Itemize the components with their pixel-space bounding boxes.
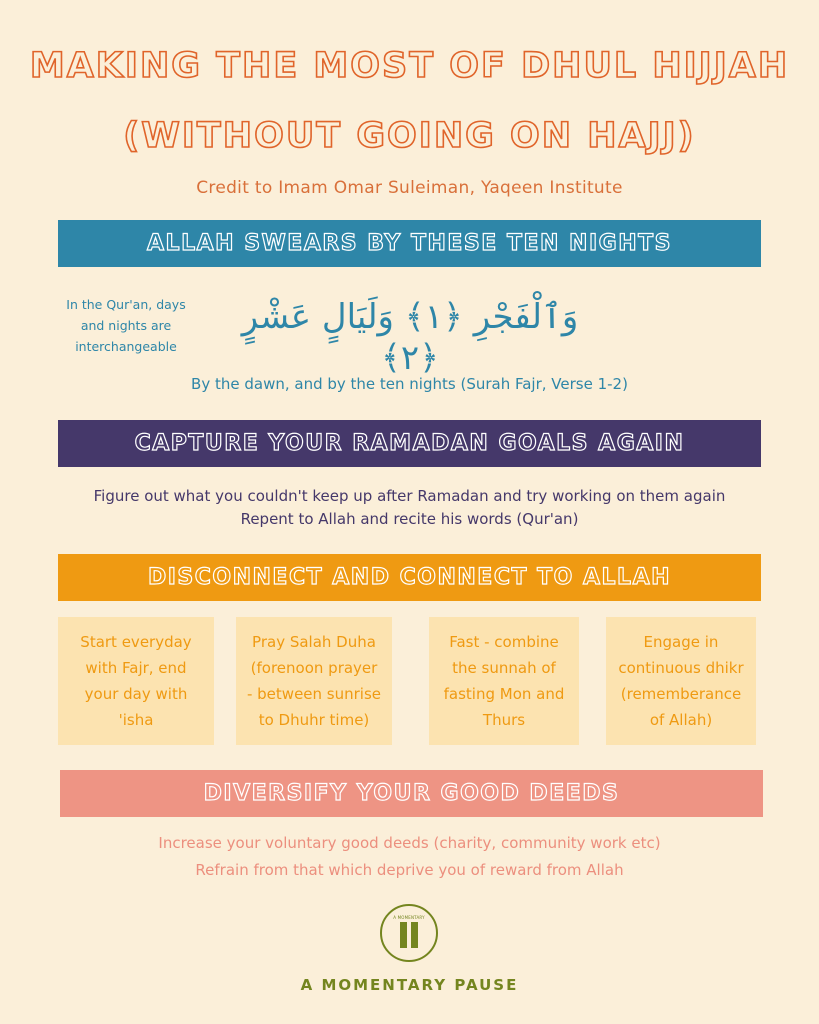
verse-translation: By the dawn, and by the ten nights (Surah Fajr, Verse 1-2) — [191, 375, 628, 393]
section-banner-label: DIVERSIFY YOUR GOOD DEEDS — [203, 781, 620, 806]
good-deeds-text — [0, 830, 819, 884]
section-banner-ramadan-goals — [58, 420, 761, 467]
side-note-line: In the Qur'an, days — [66, 297, 186, 312]
tip-card-fajr — [58, 617, 214, 745]
deed-line: Refrain from that which deprive you of reward from Allah — [195, 861, 624, 879]
pause-bar-right — [411, 922, 418, 948]
page-subtitle: (WITHOUT GOING ON HAJJ) — [123, 116, 696, 156]
side-note-line: interchangeable — [75, 339, 177, 354]
pause-logo-icon — [380, 904, 438, 962]
tip-card-dhikr — [606, 617, 756, 745]
page-title: MAKING THE MOST OF DHUL HIJJAH — [29, 46, 790, 86]
deed-line: Increase your voluntary good deeds (charity, community work etc) — [158, 834, 661, 852]
tip-card-fast — [429, 617, 579, 745]
goal-line: Figure out what you couldn't keep up after Ramadan and try working on them again — [93, 487, 726, 505]
section-banner-connect — [58, 554, 761, 601]
arabic-verse: وَٱلْفَجْرِ ﴿١﴾ وَلَيَالٍ عَشْرٍ ﴿٢﴾ — [241, 297, 579, 378]
ramadan-goals-text — [0, 485, 819, 531]
brand-name: A MOMENTARY PAUSE — [300, 976, 519, 994]
section-banner-label: CAPTURE YOUR RAMADAN GOALS AGAIN — [134, 431, 685, 456]
pause-bar-left — [400, 922, 407, 948]
section-banner-ten-nights — [58, 220, 761, 267]
logo-small-text: A MOMENTARY — [393, 915, 425, 920]
tip-card-text: Engage in continuous dhikr (rememberance of Allah) — [618, 633, 744, 729]
goal-line: Repent to Allah and recite his words (Qur'an) — [240, 510, 579, 528]
section-banner-label: ALLAH SWEARS BY THESE TEN NIGHTS — [147, 231, 672, 256]
tip-card-text: Start everyday with Fajr, end your day with 'isha — [80, 633, 192, 729]
side-note-line: and nights are — [80, 318, 172, 333]
tip-card-text: Fast - combine the sunnah of fasting Mon and Thurs — [443, 633, 565, 729]
credit-text: Credit to Imam Omar Suleiman, Yaqeen Institute — [196, 178, 623, 198]
side-note — [56, 294, 196, 357]
tip-card-text: Pray Salah Duha (forenoon prayer - between sunrise to Dhuhr time) — [246, 633, 382, 729]
tip-card-duha — [236, 617, 392, 745]
section-banner-label: DISCONNECT AND CONNECT TO ALLAH — [147, 565, 672, 590]
section-banner-good-deeds — [60, 770, 763, 817]
